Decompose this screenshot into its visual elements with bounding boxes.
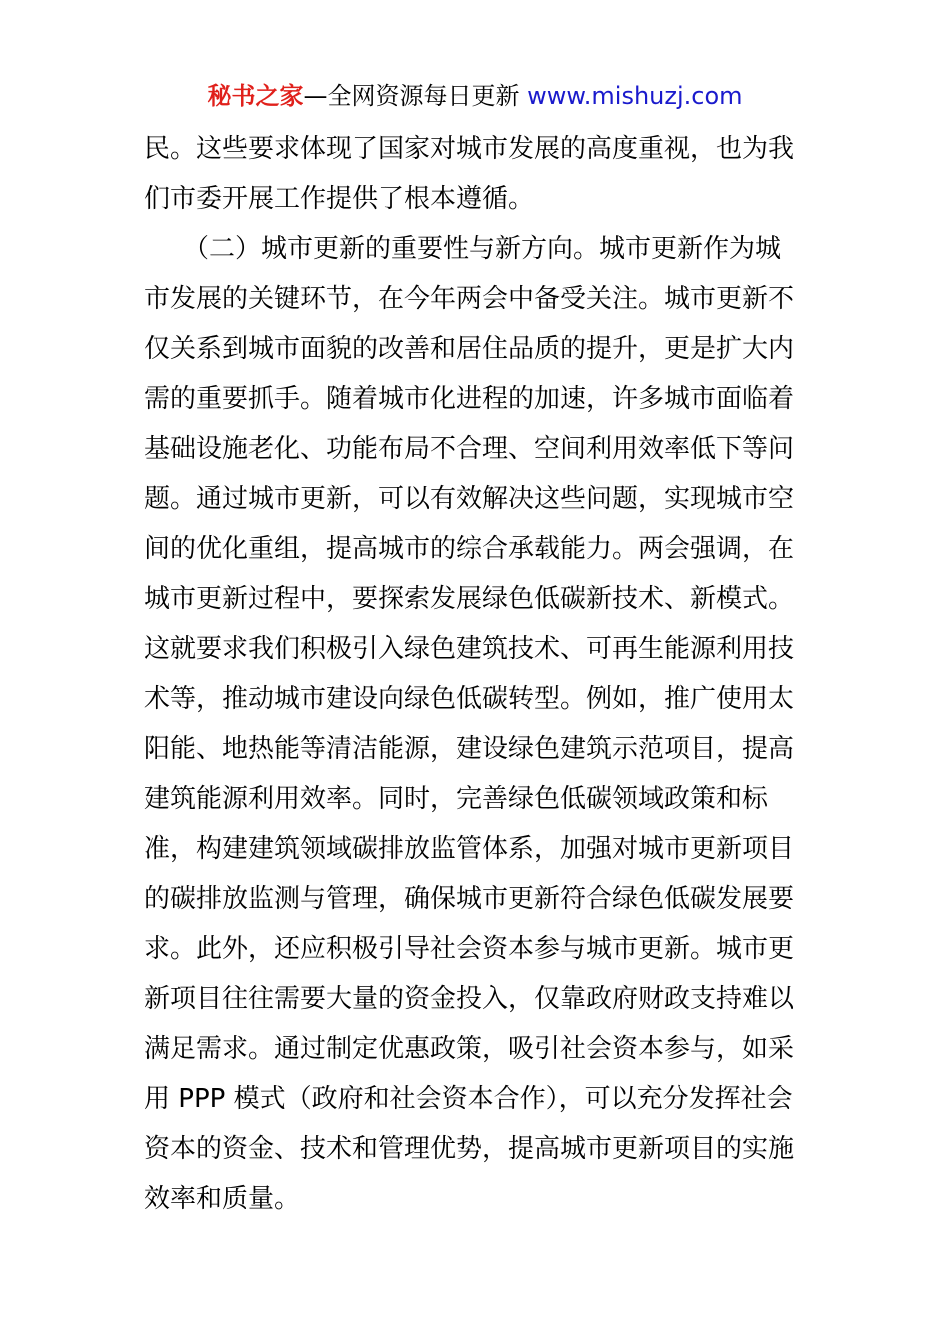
text-line: 阳能、地热能等清洁能源，建设绿色建筑示范项目，提高 xyxy=(144,734,795,764)
site-brand: 秘书之家 xyxy=(207,82,304,110)
site-tagline: —全网资源每日更新 xyxy=(303,82,520,110)
text-line: 题。通过城市更新，可以有效解决这些问题，实现城市空 xyxy=(144,484,795,514)
text-line: 需的重要抓手。随着城市化进程的加速，许多城市面临着 xyxy=(144,384,795,414)
text-line: （二）城市更新的重要性与新方向。城市更新作为城 xyxy=(144,234,782,264)
text-line: 建筑能源利用效率。同时，完善绿色低碳领域政策和标 xyxy=(144,784,769,814)
text-line: 间的优化重组，提高城市的综合承载能力。两会强调，在 xyxy=(144,534,795,564)
text-line: 准，构建建筑领域碳排放监管体系，加强对城市更新项目 xyxy=(144,834,795,864)
text-line: 们市委开展工作提供了根本遵循。 xyxy=(144,184,535,214)
text-line: 用 PPP 模式（政府和社会资本合作），可以充分发挥社会 xyxy=(144,1084,793,1114)
text-line: 效率和质量。 xyxy=(144,1184,301,1214)
text-line: 仅关系到城市面貌的改善和居住品质的提升，更是扩大内 xyxy=(144,334,795,364)
text-line: 新项目往往需要大量的资金投入，仅靠政府财政支持难以 xyxy=(144,984,795,1014)
text-line: 求。此外，还应积极引导社会资本参与城市更新。城市更 xyxy=(144,934,795,964)
document-body xyxy=(144,124,806,1224)
page-header xyxy=(0,80,950,112)
text-line: 这就要求我们积极引入绿色建筑技术、可再生能源利用技 xyxy=(144,634,795,664)
text-line: 的碳排放监测与管理，确保城市更新符合绿色低碳发展要 xyxy=(144,884,795,914)
text-line: 城市更新过程中，要探索发展绿色低碳新技术、新模式。 xyxy=(144,584,795,614)
text-line: 满足需求。通过制定优惠政策，吸引社会资本参与，如采 xyxy=(144,1034,795,1064)
text-line: 市发展的关键环节，在今年两会中备受关注。城市更新不 xyxy=(144,284,795,314)
site-url-link[interactable]: www.mishuzj.com xyxy=(527,82,743,110)
text-line: 术等，推动城市建设向绿色低碳转型。例如，推广使用太 xyxy=(144,684,795,714)
text-line: 民。这些要求体现了国家对城市发展的高度重视，也为我 xyxy=(144,134,795,164)
text-line: 基础设施老化、功能布局不合理、空间利用效率低下等问 xyxy=(144,434,795,464)
text-line: 资本的资金、技术和管理优势，提高城市更新项目的实施 xyxy=(144,1134,795,1164)
